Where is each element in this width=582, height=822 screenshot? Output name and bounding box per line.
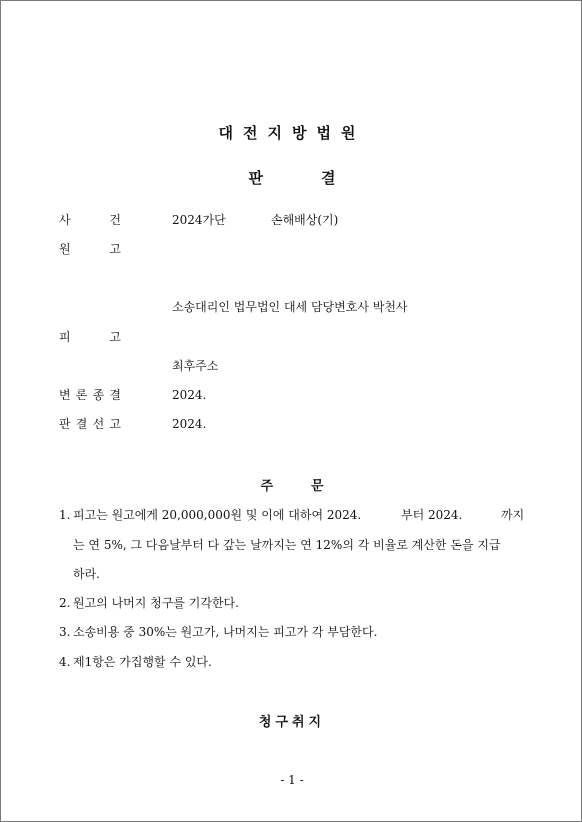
order-item-1-line3: 하라. <box>73 567 100 581</box>
pleading-closed-label: 변 론 종 결 <box>59 388 121 402</box>
page-number: - 1 - <box>280 773 304 787</box>
case-label: 사 건 <box>59 213 121 227</box>
plaintiff-label: 원 고 <box>59 242 121 256</box>
claim-section-title: 청구취지 <box>258 715 326 730</box>
case-number: 2024가단 <box>172 213 226 227</box>
order-item-4-number: 4. <box>59 655 71 669</box>
order-item-3-text: 소송비용 중 30%는 원고가, 나머지는 피고가 각 부담한다. <box>73 625 378 639</box>
case-name: 손해배상(기) <box>271 213 339 227</box>
judgment-date-value: 2024. <box>172 417 207 431</box>
court-name: 대전지방법원 <box>218 124 366 142</box>
order-item-1-line1-c: 까지 <box>501 508 525 522</box>
order-item-3-number: 3. <box>59 625 71 639</box>
defendant-address-label: 최후주소 <box>172 359 219 373</box>
defendant-label: 피 고 <box>59 330 121 344</box>
order-item-1-line1-a: 피고는 원고에게 20,000,000원 및 이에 대하여 2024. <box>73 508 362 522</box>
judgment-title-right: 결 <box>321 169 336 187</box>
plaintiff-counsel: 소송대리인 법무법인 대세 담당변호사 박천사 <box>172 300 408 314</box>
judgment-title-left: 판 <box>248 169 263 187</box>
judgment-title <box>1 167 582 188</box>
order-item-2-text: 원고의 나머지 청구를 기각한다. <box>73 596 239 610</box>
order-item-2-number: 2. <box>59 596 71 610</box>
judgment-date-label: 판 결 선 고 <box>59 417 121 431</box>
order-section-title: 주 문 <box>260 479 324 494</box>
order-item-1-line1-b: 부터 2024. <box>401 508 463 522</box>
order-item-1-number: 1. <box>59 508 71 522</box>
pleading-closed-date: 2024. <box>172 388 207 402</box>
order-item-4-text: 제1항은 가집행할 수 있다. <box>73 655 212 669</box>
order-item-1-line2: 는 연 5%, 그 다음날부터 다 갚는 날까지는 연 12%의 각 비율로 계산한 돈을 지급 <box>73 538 501 552</box>
